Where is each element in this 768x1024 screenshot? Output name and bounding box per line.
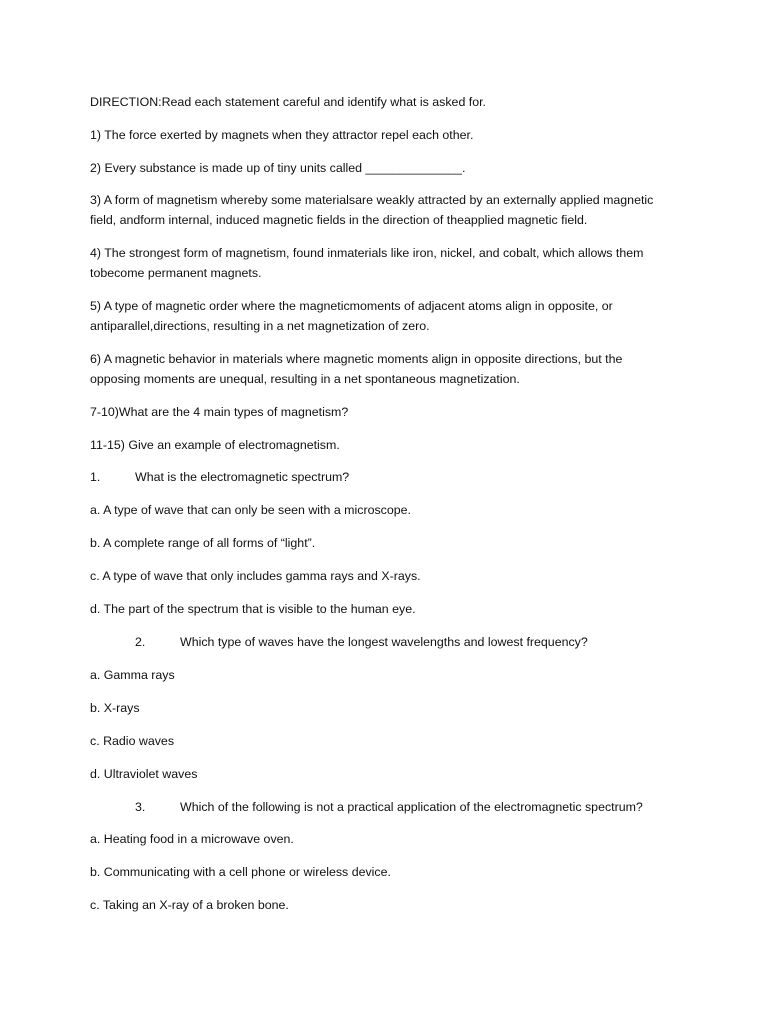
mc-question-2 bbox=[135, 632, 715, 652]
mc-option: c. Taking an X-ray of a broken bone. bbox=[90, 898, 289, 912]
directions-text: DIRECTION:Read each statement careful and identify what is asked for. bbox=[90, 95, 486, 109]
mc-question-text: What is the electromagnetic spectrum? bbox=[135, 470, 350, 484]
mc-option: a. A type of wave that can only be seen with a microscope. bbox=[90, 503, 411, 517]
question-4: 4) The strongest form of magnetism, found inmaterials like iron, nickel, and cobalt, which allows them tobecome permanent magnets. bbox=[90, 246, 644, 280]
mc-question-text: Which type of waves have the longest wavelengths and lowest frequency? bbox=[180, 635, 588, 649]
mc-option: a. Heating food in a microwave oven. bbox=[90, 832, 294, 846]
mc-question-text: Which of the following is not a practical application of the electromagnetic spectrum? bbox=[180, 800, 643, 814]
mc-option: c. A type of wave that only includes gamma rays and X-rays. bbox=[90, 569, 421, 583]
question-5: 5) A type of magnetic order where the magneticmoments of adjacent atoms align in opposite, or antiparallel,directions, resulting in a net magnetization of zero. bbox=[90, 299, 613, 333]
mc-option: d. Ultraviolet waves bbox=[90, 767, 198, 781]
mc-option: b. X-rays bbox=[90, 701, 140, 715]
mc-question-1 bbox=[90, 467, 690, 487]
mc-question-3 bbox=[135, 797, 715, 817]
mc-question-number: 2. bbox=[135, 635, 146, 649]
question-7-10: 7-10)What are the 4 main types of magnetism? bbox=[90, 405, 349, 419]
question-3: 3) A form of magnetism whereby some materialsare weakly attracted by an externally applied magnetic field, andform internal, induced magnetic fields in the direction of theapplied magnetic field. bbox=[90, 193, 654, 227]
question-2: 2) Every substance is made up of tiny units called ______________. bbox=[90, 161, 466, 175]
mc-option: d. The part of the spectrum that is visible to the human eye. bbox=[90, 602, 416, 616]
mc-question-number: 3. bbox=[135, 800, 146, 814]
question-1: 1) The force exerted by magnets when they attractor repel each other. bbox=[90, 128, 474, 142]
mc-question-number: 1. bbox=[90, 470, 101, 484]
mc-option: b. A complete range of all forms of “light”. bbox=[90, 536, 316, 550]
mc-option: c. Radio waves bbox=[90, 734, 175, 748]
mc-option: a. Gamma rays bbox=[90, 668, 175, 682]
question-11-15: 11-15) Give an example of electromagnetism. bbox=[90, 438, 340, 452]
mc-option: b. Communicating with a cell phone or wireless device. bbox=[90, 865, 391, 879]
question-6: 6) A magnetic behavior in materials where magnetic moments align in opposite directions, but the opposing moments are unequal, resulting in a net spontaneous magnetization. bbox=[90, 352, 623, 386]
